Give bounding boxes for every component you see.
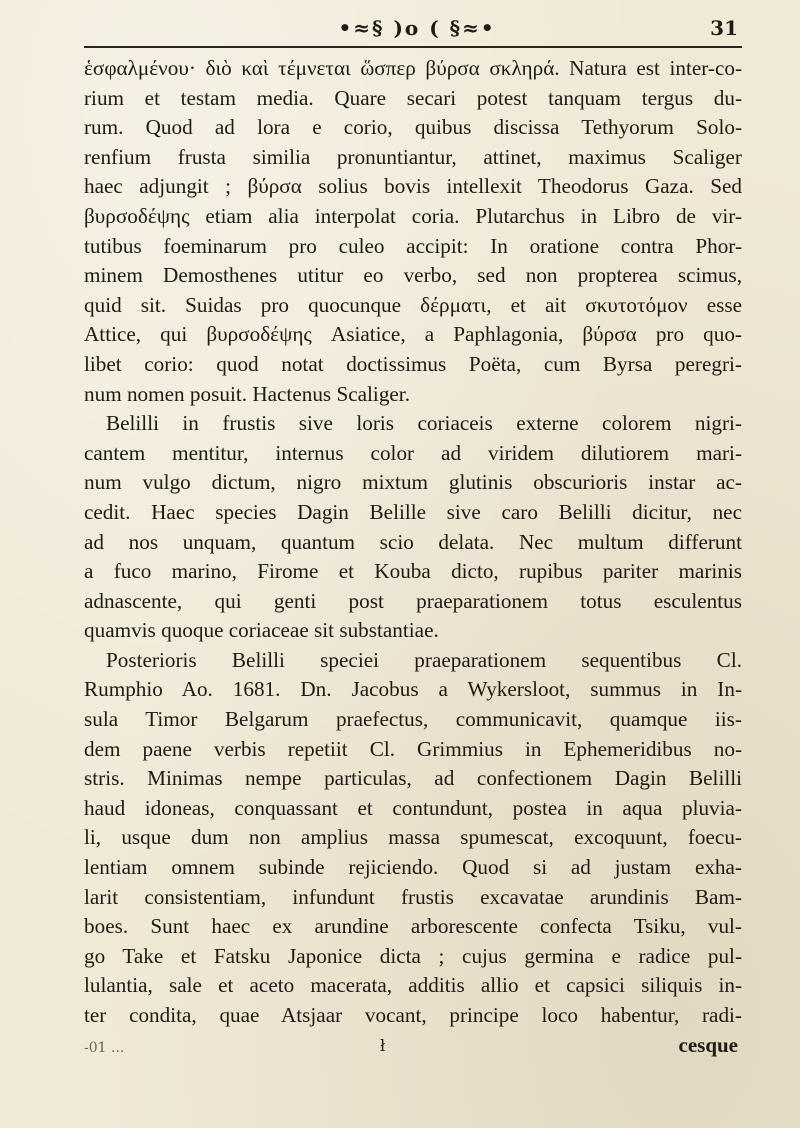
text-line: num nomen posuit. Hactenus Scaliger.	[84, 381, 410, 406]
catchword: cesque	[678, 1032, 738, 1057]
text-line: quid sit. Suidas pro quocunque δέρματι, et ait σκυτοτόμον esse	[84, 292, 742, 317]
text-line: cedit. Haec species Dagin Belille sive caro Belilli dicitur, nec	[84, 499, 742, 524]
text-line: a fuco marino, Firome et Kouba dicto, rupibus pariter marinis	[84, 559, 742, 584]
text-line: num vulgo dictum, nigro mixtum glutinis obscurioris instar ac-	[84, 470, 742, 495]
text-line: tutibus foeminarum pro culeo accipit: In oratione contra Phor-	[84, 233, 742, 258]
text-line: renfium frusta similia pronuntiantur, attinet, maximus Scaliger	[84, 144, 742, 169]
text-line: libet corio: quod notat doctissimus Poëta, cum Byrsa peregri-	[84, 351, 742, 376]
text-line: Belilli in frustis sive loris coriaceis externe colorem nigri-	[106, 411, 742, 436]
text-line: quamvis quoque coriaceae sit substantiae.	[84, 618, 439, 643]
text-line: ter condita, quae Atsjaar vocant, principe loco habentur, radi-	[84, 1003, 742, 1027]
text-line: dem paene verbis repetiit Cl. Grimmius in Ephemeridibus no-	[84, 736, 742, 761]
text-line: lulantia, sale et aceto macerata, additis allio et capsici siliquis in-	[84, 973, 742, 998]
text-line: rum. Quod ad lora e corio, quibus discissa Tethyorum Solo-	[84, 115, 742, 140]
text-line: Posterioris Belilli speciei praeparationem sequentibus Cl.	[106, 647, 742, 672]
text-line: sula Timor Belgarum praefectus, communicavit, quamque iis-	[84, 707, 742, 732]
text-line: go Take et Fatsku Japonice dicta ; cujus germina e radice pul-	[84, 943, 742, 968]
text-line: ἑσφαλμένου· διὸ καὶ τέμνεται ὥσπερ βύρσα σκληρά. Natura est inter-co-	[84, 56, 742, 80]
page-header	[84, 14, 742, 42]
text-line: ad nos unquam, quantum scio delata. Nec multum differunt	[84, 529, 742, 554]
header-ornament: •≈§ )o ( §≈•	[338, 16, 496, 40]
text-line: cantem mentitur, internus color ad viridem dilutiorem mari-	[84, 440, 742, 465]
text-line: haud idoneas, conquassant et contundunt, postea in aqua pluvia-	[84, 795, 742, 820]
text-line: li, usque dum non amplius massa spumescat, excoquunt, foecu-	[84, 825, 742, 850]
text-line: haec adjungit ; βύρσα solius bovis intellexit Theodorus Gaza. Sed	[84, 174, 742, 199]
text-line: stris. Minimas nempe particulas, ad confectionem Dagin Belilli	[84, 766, 742, 791]
text-line: lentiam omnem subinde rejiciendo. Quod si ad justam exha-	[84, 855, 742, 880]
body-text	[84, 54, 742, 1059]
text-line: rium et testam media. Quare secari potest tanquam tergus du-	[84, 85, 742, 110]
header-rule	[84, 46, 742, 48]
text-line: minem Demosthenes utitur eo verbo, sed non propterea scimus,	[84, 263, 742, 288]
margin-note: -01 ...	[84, 1040, 125, 1056]
text-line: Rumphio Ao. 1681. Dn. Jacobus a Wykersloot, summus in In-	[84, 677, 742, 702]
signature-mark: ł	[380, 1036, 386, 1055]
text-line: Attice, qui βυρσοδέψης Asiatice, a Paphlagonia, βύρσα pro quo-	[84, 322, 742, 347]
text-line: larit consistentiam, infundunt frustis excavatae arundinis Bam-	[84, 884, 742, 909]
page-number: 31	[710, 16, 738, 40]
text-line: boes. Sunt haec ex arundine arborescente confecta Tsiku, vul-	[84, 914, 742, 939]
text-line: βυρσοδέψης etiam alia interpolat coria. Plutarchus in Libro de vir-	[84, 203, 742, 228]
text-line: adnascente, qui genti post praeparationem totus esculentus	[84, 588, 742, 613]
